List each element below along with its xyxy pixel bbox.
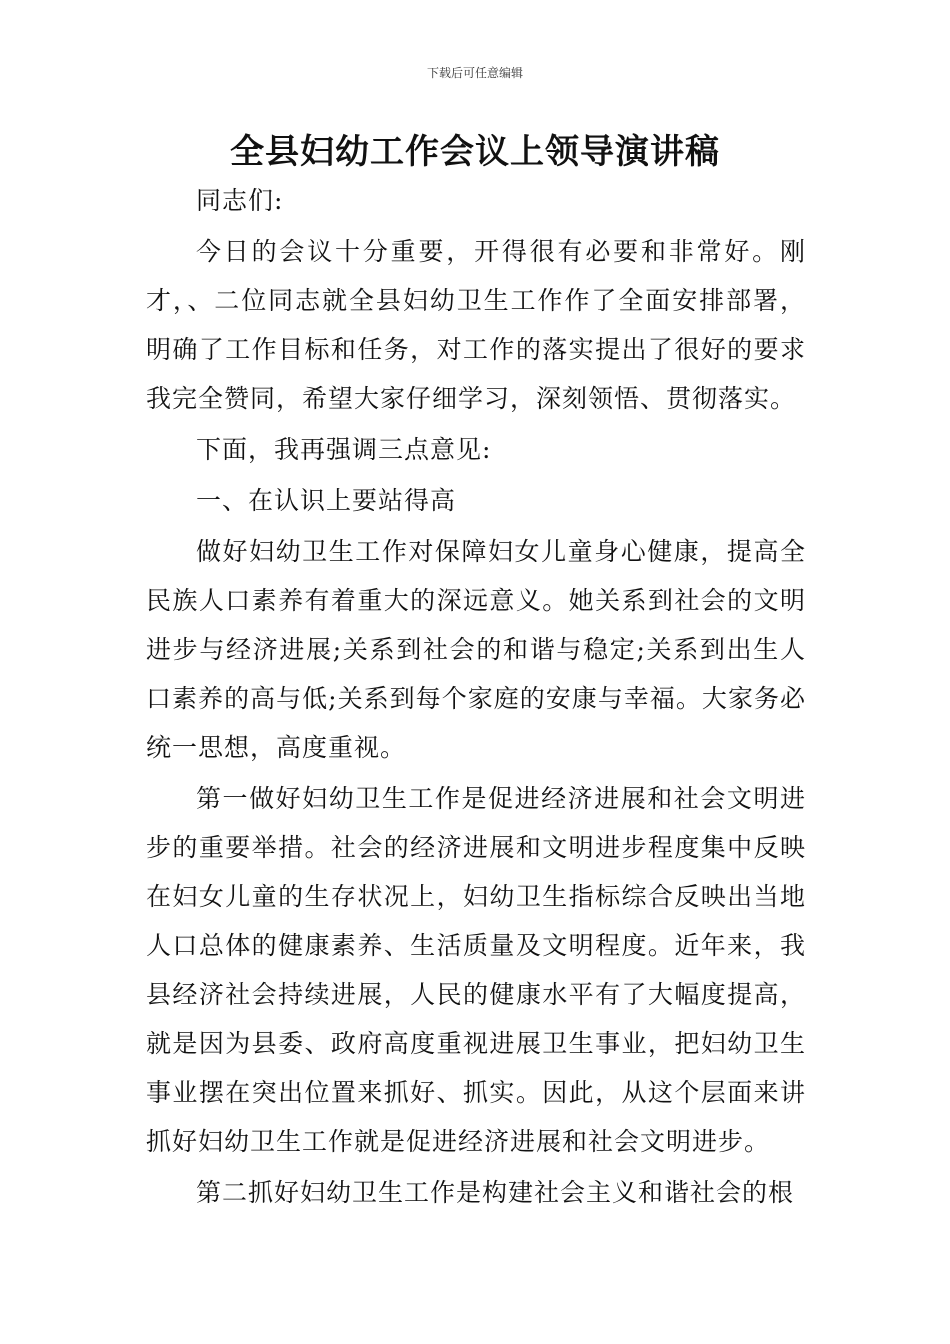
paragraph-transition: 下面，我再强调三点意见:: [196, 435, 492, 464]
paragraph-opening: 今日的会议十分重要，开得很有必要和非常好。刚才，、二位同志就全县妇幼卫生工作作了全面安排部署，明确了工作目标和任务，对工作的落实提出了很好的要求我完全赞同，希望大家仔细学习，深刻领悟、贯彻落实。: [146, 237, 806, 413]
document-body: [146, 176, 806, 1219]
document-title: 全县妇幼工作会议上领导演讲稿: [230, 132, 720, 172]
section-heading-1: 一、在认识上要站得高: [196, 486, 457, 515]
paragraph-point-1: 第一做好妇幼卫生工作是促进经济进展和社会文明进步的重要举措。社会的经济进展和文明进步程度集中反映在妇女儿童的生存状况上，妇幼卫生指标综合反映出当地人口总体的健康素养、生活质量及文明程度。近年来，我县经济社会持续进展，人民的健康水平有了大幅度提高，就是因为县委、政府高度重视进展卫生事业，把妇幼卫生事业摆在突出位置来抓好、抓实。因此，从这个层面来讲抓好妇幼卫生工作就是促进经济进展和社会文明进步。: [146, 784, 806, 1156]
paragraph-significance: 做好妇幼卫生工作对保障妇女儿童身心健康，提高全民族人口素养有着重大的深远意义。她关系到社会的文明进步与经济进展;关系到社会的和谐与稳定;关系到出生人口素养的高与低;关系到每个家庭的安康与幸福。大家务必统一思想，高度重视。: [146, 537, 806, 762]
paragraph-salutation: 同志们:: [196, 186, 284, 215]
header-note: 下载后可任意编辑: [426, 66, 523, 80]
paragraph-point-2: 第二抓好妇幼卫生工作是构建社会主义和谐社会的根: [196, 1178, 795, 1207]
